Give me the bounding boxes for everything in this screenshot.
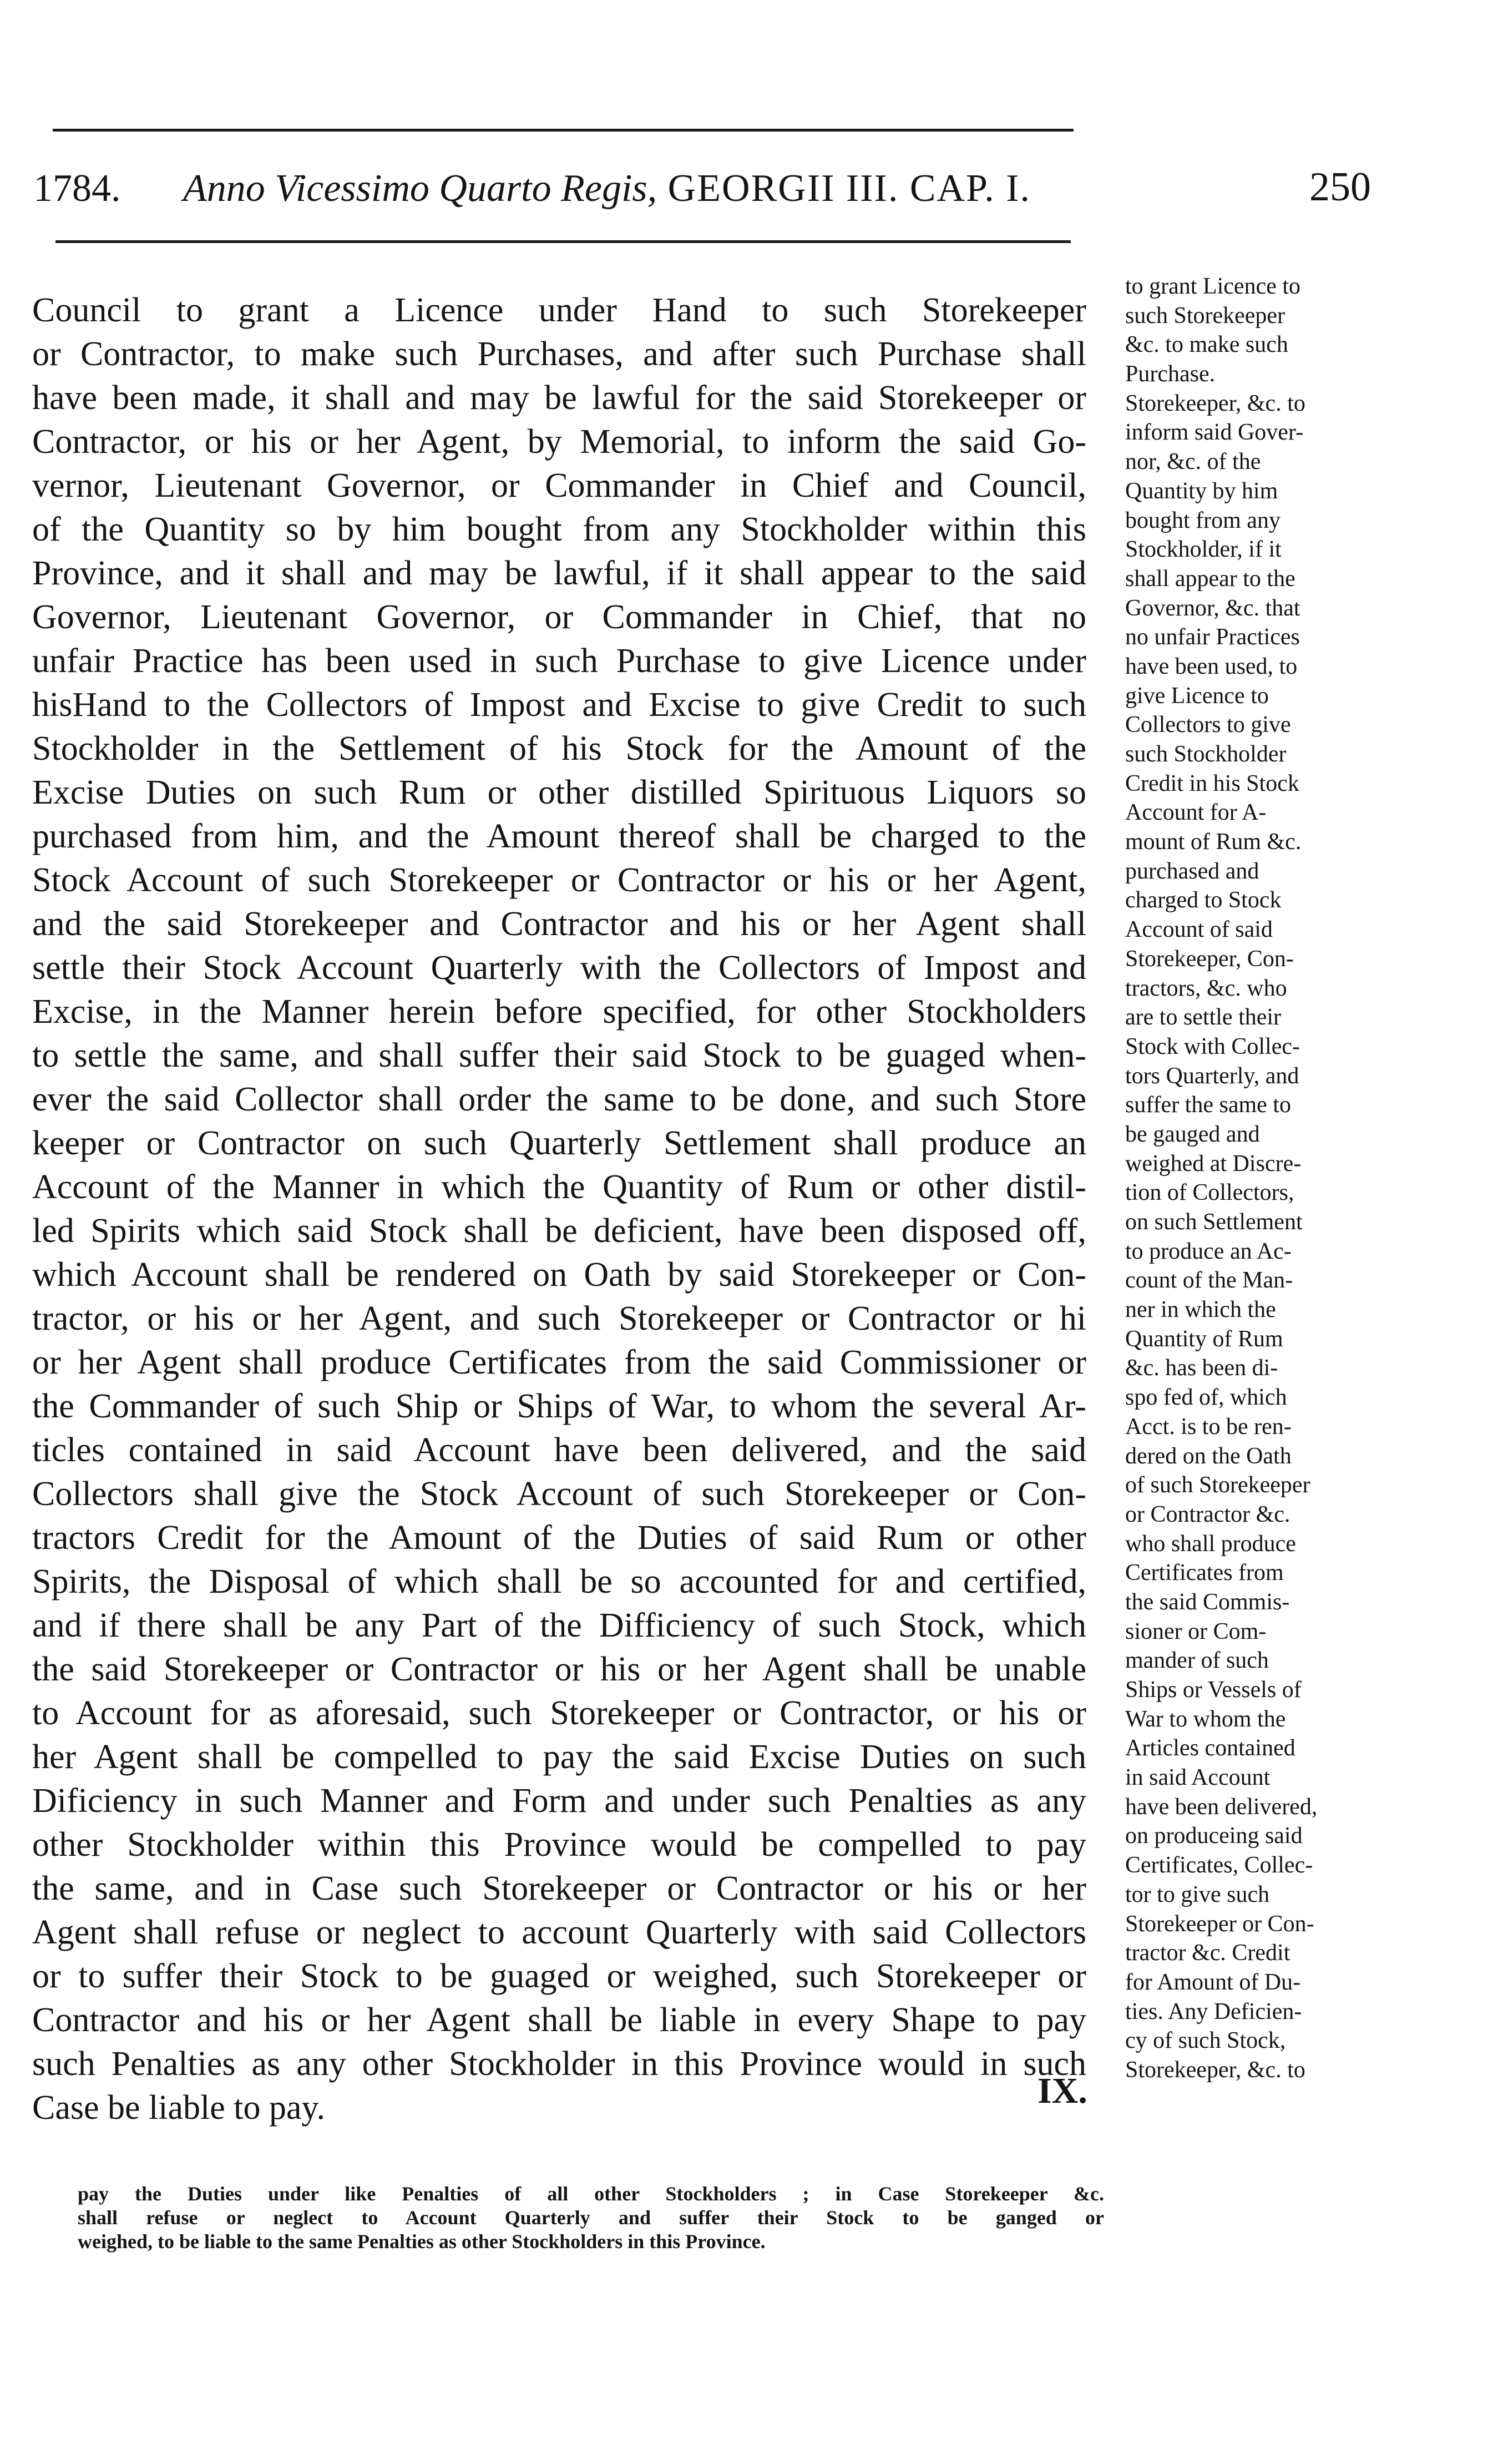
marginal-note-line: Certificates, Collec- — [1125, 1852, 1313, 1879]
body-line: Council to grant a Licence under Hand to such Storekeeper — [32, 291, 1086, 329]
body-line: Governor, Lieutenant Governor, or Commander in Chief, that no — [32, 598, 1086, 636]
body-line: or to suffer their Stock to be guaged or weighed, such Storekeeper or — [32, 1957, 1086, 1995]
marginal-note-line: War to whom the — [1125, 1706, 1286, 1732]
marginal-note-line: in said Account — [1125, 1765, 1271, 1791]
body-line: of the Quantity so by him bought from any Stockholder within this — [32, 511, 1086, 548]
body-line: Stock Account of such Storekeeper or Contractor or his or her Agent, — [32, 861, 1086, 899]
marginal-note-line: tors Quarterly, and — [1125, 1063, 1299, 1089]
marginal-note-line: to produce an Ac- — [1125, 1238, 1292, 1264]
running-head-title-roman: GEORGII III. CAP. I. — [657, 167, 1031, 210]
body-line: her Agent shall be compelled to pay the said Excise Duties on such — [32, 1738, 1086, 1776]
body-line: and the said Storekeeper and Contractor and his or her Agent shall — [32, 905, 1086, 943]
marginal-note-line: tractors, &c. who — [1125, 975, 1287, 1001]
marginal-note-line: have been used, to — [1125, 653, 1298, 679]
marginal-note-line: of such Storekeeper — [1125, 1472, 1310, 1498]
marginal-note — [1125, 272, 1386, 2085]
marginal-note-continuation-line: pay the Duties under like Penalties of all other Stockholders ; in Case Storekeeper &c. — [78, 2183, 1104, 2205]
running-head-title-italic: Anno Vicessimo Quarto Regis, — [183, 167, 657, 210]
header-rule-bottom — [55, 240, 1071, 243]
marginal-note-line: Ships or Vessels of — [1125, 1677, 1302, 1703]
marginal-note-line: spo fed of, which — [1125, 1385, 1287, 1411]
marginal-note-line: tractor &c. Credit — [1125, 1940, 1290, 1966]
marginal-note-line: tion of Collectors, — [1125, 1180, 1294, 1206]
body-line: hisHand to the Collectors of Impost and Excise to give Credit to such — [32, 686, 1086, 724]
body-line: the Commander of such Ship or Ships of War, to whom the several Ar- — [32, 1387, 1086, 1425]
body-line: to Account for as aforesaid, such Storekeeper or Contractor, or his or — [32, 1694, 1086, 1732]
body-line: ticles contained in said Account have been delivered, and the said — [32, 1431, 1086, 1469]
body-line: vernor, Lieutenant Governor, or Commander in Chief and Council, — [32, 467, 1086, 504]
body-line: to settle the same, and shall suffer their said Stock to be guaged when- — [32, 1037, 1086, 1074]
body-line: Case be liable to pay. — [32, 2089, 325, 2127]
marginal-note-line: count of the Man- — [1125, 1268, 1293, 1294]
running-head-title — [183, 166, 1031, 211]
marginal-note-line: be gauged and — [1125, 1121, 1260, 1147]
header-rule-top — [53, 129, 1074, 132]
body-line: Stockholder in the Settlement of his Stock for the Amount of the — [32, 730, 1086, 768]
marginal-note-line: Stock with Collec- — [1125, 1033, 1300, 1059]
marginal-note-line: Certificates from — [1125, 1560, 1284, 1586]
body-line: keeper or Contractor on such Quarterly Settlement shall produce an — [32, 1124, 1086, 1162]
body-line: Spirits, the Disposal of which shall be so accounted for and certified, — [32, 1563, 1086, 1600]
marginal-note-line: for Amount of Du- — [1125, 1969, 1301, 1995]
marginal-note-line: sioner or Com- — [1125, 1618, 1267, 1644]
marginal-note-line: shall appear to the — [1125, 565, 1295, 592]
marginal-note-line: Quantity of Rum — [1125, 1326, 1283, 1352]
marginal-note-line: such Stockholder — [1125, 741, 1287, 767]
marginal-note-line: bought from any — [1125, 507, 1281, 533]
marginal-note-line: are to settle their — [1125, 1004, 1282, 1031]
body-line: ever the said Collector shall order the same to be done, and such Store — [32, 1080, 1086, 1118]
marginal-note-line: nor, &c. of the — [1125, 449, 1261, 475]
marginal-note-line: Storekeeper, &c. to — [1125, 2057, 1305, 2083]
marginal-note-line: Acct. is to be ren- — [1125, 1413, 1292, 1440]
marginal-note-line: Stockholder, if it — [1125, 537, 1282, 563]
marginal-note-line: on produceing said — [1125, 1823, 1303, 1849]
body-line: Province, and it shall and may be lawful, if it shall appear to the said — [32, 554, 1086, 592]
marginal-note-line: Storekeeper, Con- — [1125, 946, 1294, 972]
body-line: settle their Stock Account Quarterly with the Collectors of Impost and — [32, 949, 1086, 987]
marginal-note-line: tor to give such — [1125, 1881, 1270, 1907]
marginal-note-line: no unfair Practices — [1125, 624, 1300, 650]
body-line: other Stockholder within this Province would be compelled to pay — [32, 1826, 1086, 1864]
marginal-note-line: who shall produce — [1125, 1531, 1296, 1557]
body-line: or her Agent shall produce Certificates from the said Commissioner or — [32, 1344, 1086, 1381]
marginal-note-line: Articles contained — [1125, 1735, 1295, 1761]
marginal-note-line: give Licence to — [1125, 683, 1269, 709]
body-line: Excise Duties on such Rum or other distilled Spirituous Liquors so — [32, 774, 1086, 811]
marginal-note-line: Storekeeper or Con- — [1125, 1911, 1314, 1937]
running-head-year: 1784. — [33, 167, 121, 210]
page-number: 250 — [1309, 164, 1371, 210]
marginal-note-line: Purchase. — [1125, 361, 1216, 387]
marginal-note-line: &c. has been di- — [1125, 1355, 1278, 1381]
body-line: have been made, it shall and may be lawful for the said Storekeeper or — [32, 379, 1086, 417]
body-line: and if there shall be any Part of the Difficiency of such Stock, which — [32, 1607, 1086, 1644]
marginal-note-line: Account for A- — [1125, 800, 1267, 826]
body-line: Contractor and his or her Agent shall be liable in every Shape to pay — [32, 2001, 1086, 2039]
marginal-note-line: have been delivered, — [1125, 1794, 1318, 1820]
marginal-note-line: Governor, &c. that — [1125, 595, 1300, 621]
marginal-note-line: ties. Any Deficien- — [1125, 1998, 1302, 2024]
marginal-note-line: dered on the Oath — [1125, 1443, 1292, 1469]
body-line: the same, and in Case such Storekeeper or Contractor or his or her — [32, 1870, 1086, 1907]
body-line: Contractor, or his or her Agent, by Memorial, to inform the said Go- — [32, 423, 1086, 461]
marginal-note-line: charged to Stock — [1125, 887, 1282, 913]
marginal-note-line: Storekeeper, &c. to — [1125, 390, 1305, 416]
marginal-note-line: on such Settlement — [1125, 1209, 1303, 1235]
marginal-note-continuation-line: shall refuse or neglect to Account Quarterly and suffer their Stock to be ganged or — [78, 2207, 1104, 2229]
marginal-note-line: suffer the same to — [1125, 1092, 1291, 1118]
marginal-note-line: Credit in his Stock — [1125, 770, 1299, 796]
body-line: Excise, in the Manner herein before specified, for other Stockholders — [32, 993, 1086, 1031]
marginal-note-line: mander of such — [1125, 1648, 1269, 1674]
marginal-note-line: to grant Licence to — [1125, 274, 1301, 299]
marginal-note-line: cy of such Stock, — [1125, 2028, 1286, 2054]
marginal-note-line: purchased and — [1125, 858, 1259, 884]
body-line: Agent shall refuse or neglect to account Quarterly with said Collectors — [32, 1913, 1086, 1951]
body-line: such Penalties as any other Stockholder in this Province would in such — [32, 2045, 1086, 2083]
body-line: Account of the Manner in which the Quantity of Rum or other distil- — [32, 1168, 1086, 1206]
marginal-note-continuation-line: weighed, to be liable to the same Penalties as other Stockholders in this Province. — [78, 2230, 766, 2253]
body-line: unfair Practice has been used in such Purchase to give Licence under — [32, 642, 1086, 680]
body-text — [32, 289, 1086, 2130]
marginal-note-line: mount of Rum &c. — [1125, 829, 1302, 855]
body-line: Dificiency in such Manner and Form and under such Penalties as any — [32, 1782, 1086, 1820]
marginal-note-line: such Storekeeper — [1125, 302, 1285, 329]
marginal-note-line: or Contractor &c. — [1125, 1501, 1290, 1527]
body-line: or Contractor, to make such Purchases, and after such Purchase shall — [32, 335, 1086, 373]
body-line: Collectors shall give the Stock Account of such Storekeeper or Con- — [32, 1475, 1086, 1513]
body-line: which Account shall be rendered on Oath by said Storekeeper or Con- — [32, 1256, 1086, 1294]
body-line: the said Storekeeper or Contractor or his or her Agent shall be unable — [32, 1650, 1086, 1688]
body-line: tractor, or his or her Agent, and such Storekeeper or Contractor or hi — [32, 1300, 1086, 1337]
body-line: led Spirits which said Stock shall be deficient, have been disposed off, — [32, 1212, 1086, 1250]
marginal-note-line: Account of said — [1125, 917, 1273, 943]
marginal-note-line: weighed at Discre- — [1125, 1150, 1302, 1177]
marginal-note-line: Quantity by him — [1125, 478, 1278, 504]
marginal-note-line: &c. to make such — [1125, 332, 1288, 358]
marginal-note-line: ner in which the — [1125, 1297, 1276, 1323]
body-line: purchased from him, and the Amount thereof shall be charged to the — [32, 817, 1086, 855]
running-head — [33, 166, 1387, 216]
body-line: tractors Credit for the Amount of the Duties of said Rum or other — [32, 1519, 1086, 1557]
section-marker: IX. — [1037, 2071, 1087, 2111]
marginal-note-line: inform said Gover- — [1125, 420, 1304, 446]
marginal-note-line: the said Commis- — [1125, 1589, 1290, 1615]
marginal-note-continuation — [78, 2182, 1104, 2254]
marginal-note-line: Collectors to give — [1125, 712, 1291, 738]
